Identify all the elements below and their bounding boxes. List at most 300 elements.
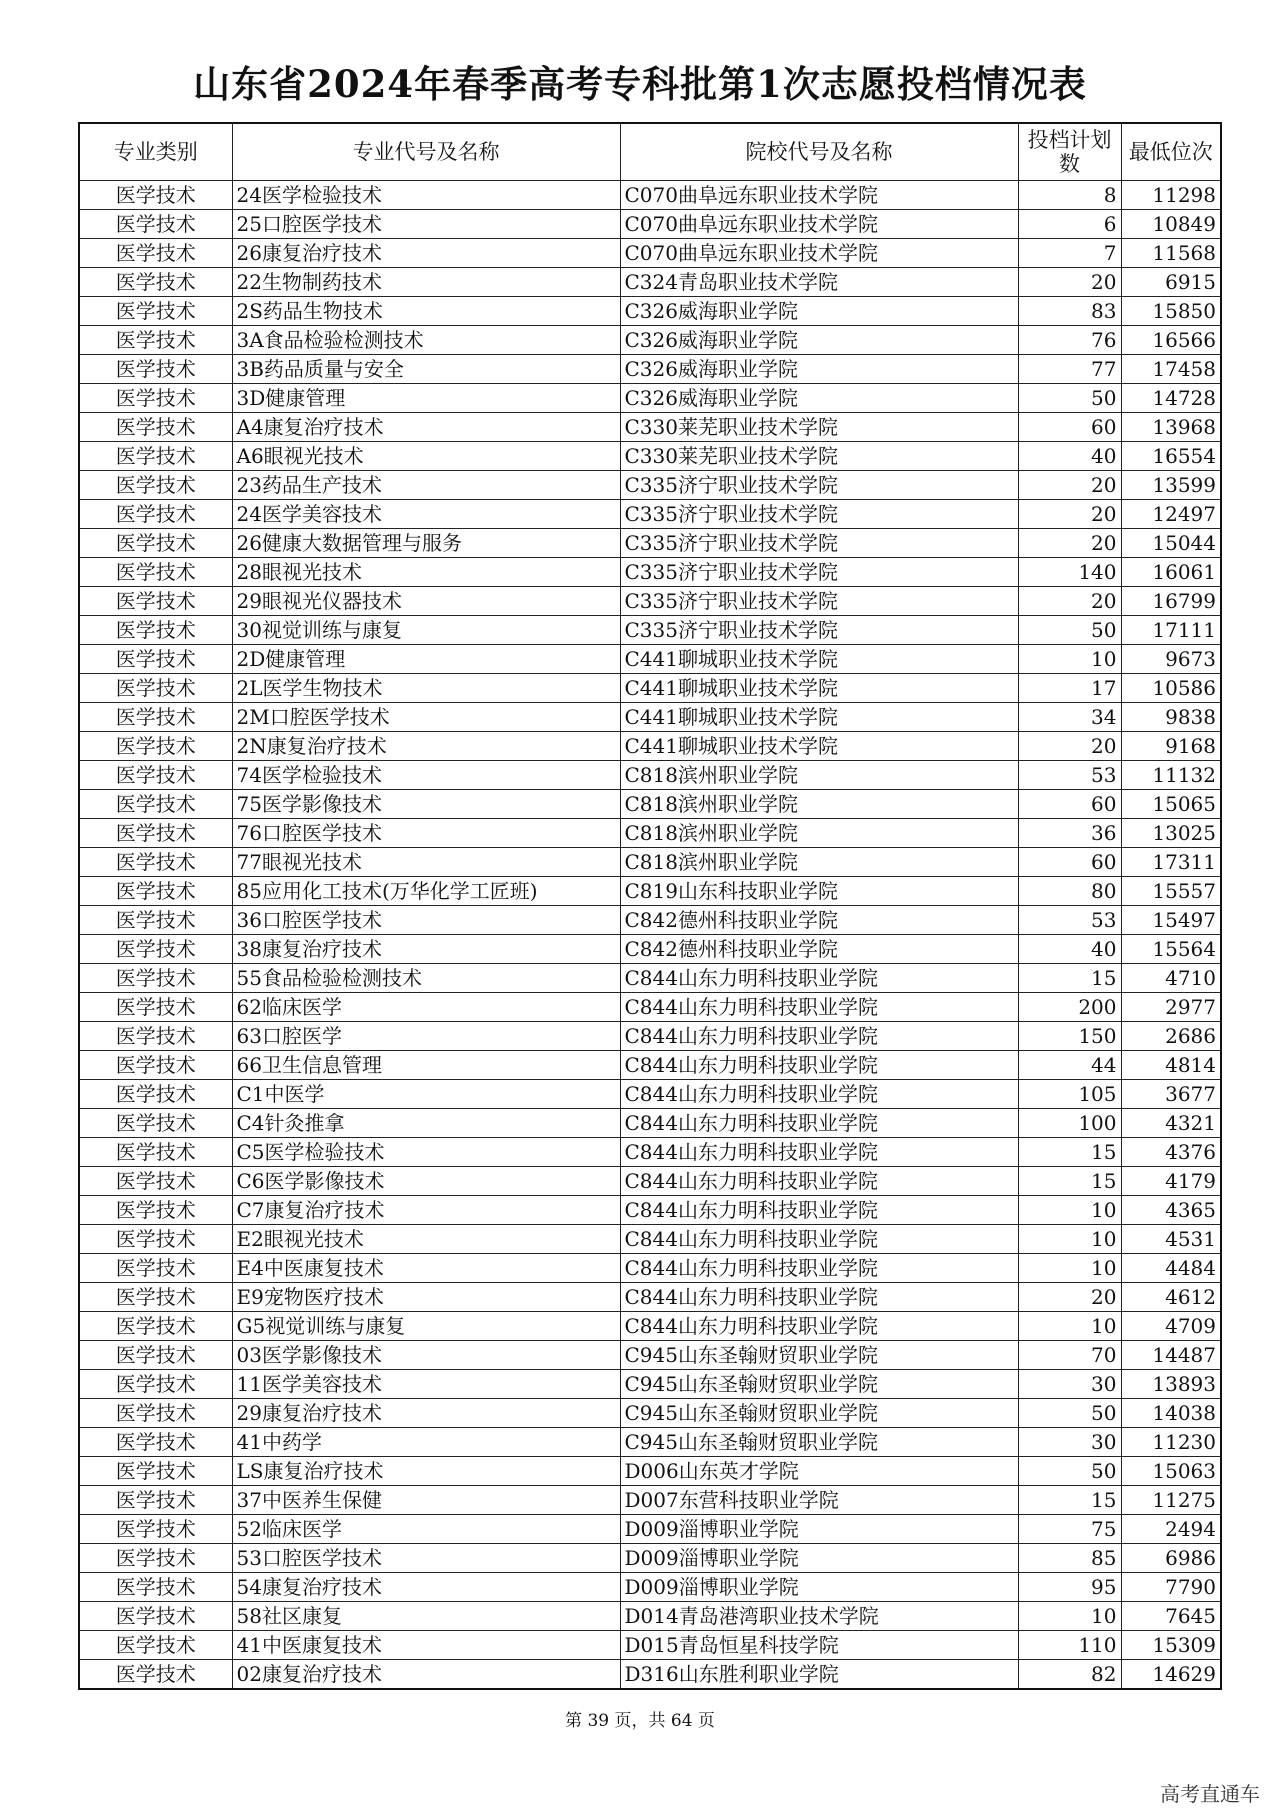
cell-plan-count: 95 bbox=[1018, 1573, 1121, 1602]
cell-school: C070曲阜远东职业技术学院 bbox=[620, 239, 1018, 268]
cell-category: 医学技术 bbox=[79, 761, 232, 790]
cell-category: 医学技术 bbox=[79, 1109, 232, 1138]
cell-min-rank: 17311 bbox=[1121, 848, 1221, 877]
table-row bbox=[79, 1660, 1221, 1690]
cell-plan-count: 15 bbox=[1018, 964, 1121, 993]
cell-school: C070曲阜远东职业技术学院 bbox=[620, 210, 1018, 239]
cell-min-rank: 3677 bbox=[1121, 1080, 1221, 1109]
cell-plan-count: 20 bbox=[1018, 1283, 1121, 1312]
cell-school: C326威海职业学院 bbox=[620, 355, 1018, 384]
cell-school: C330莱芜职业技术学院 bbox=[620, 413, 1018, 442]
cell-min-rank: 16799 bbox=[1121, 587, 1221, 616]
cell-major: LS康复治疗技术 bbox=[232, 1457, 620, 1486]
cell-plan-count: 83 bbox=[1018, 297, 1121, 326]
cell-category: 医学技术 bbox=[79, 1370, 232, 1399]
cell-category: 医学技术 bbox=[79, 645, 232, 674]
cell-category: 医学技术 bbox=[79, 993, 232, 1022]
table-row bbox=[79, 1138, 1221, 1167]
cell-school: C326威海职业学院 bbox=[620, 297, 1018, 326]
cell-category: 医学技术 bbox=[79, 297, 232, 326]
cell-school: C335济宁职业技术学院 bbox=[620, 471, 1018, 500]
cell-min-rank: 4365 bbox=[1121, 1196, 1221, 1225]
cell-min-rank: 9838 bbox=[1121, 703, 1221, 732]
cell-major: 85应用化工技术(万华化学工匠班) bbox=[232, 877, 620, 906]
cell-min-rank: 2977 bbox=[1121, 993, 1221, 1022]
cell-plan-count: 30 bbox=[1018, 1428, 1121, 1457]
table-row bbox=[79, 587, 1221, 616]
cell-category: 医学技术 bbox=[79, 181, 232, 210]
cell-plan-count: 20 bbox=[1018, 529, 1121, 558]
cell-category: 医学技术 bbox=[79, 616, 232, 645]
cell-min-rank: 4376 bbox=[1121, 1138, 1221, 1167]
cell-category: 医学技术 bbox=[79, 790, 232, 819]
page-title: 山东省2024年春季高考专科批第1次志愿投档情况表 bbox=[193, 62, 1087, 106]
cell-min-rank: 16061 bbox=[1121, 558, 1221, 587]
cell-school: C335济宁职业技术学院 bbox=[620, 587, 1018, 616]
cell-major: 36口腔医学技术 bbox=[232, 906, 620, 935]
cell-category: 医学技术 bbox=[79, 674, 232, 703]
cell-school: C844山东力明科技职业学院 bbox=[620, 1312, 1018, 1341]
cell-school: C335济宁职业技术学院 bbox=[620, 500, 1018, 529]
cell-major: 37中医养生保健 bbox=[232, 1486, 620, 1515]
column-header-min-rank: 最低位次 bbox=[1121, 123, 1221, 181]
cell-plan-count: 140 bbox=[1018, 558, 1121, 587]
cell-major: 26健康大数据管理与服务 bbox=[232, 529, 620, 558]
cell-plan-count: 20 bbox=[1018, 471, 1121, 500]
cell-major: 41中药学 bbox=[232, 1428, 620, 1457]
cell-plan-count: 70 bbox=[1018, 1341, 1121, 1370]
cell-min-rank: 4709 bbox=[1121, 1312, 1221, 1341]
cell-major: C1中医学 bbox=[232, 1080, 620, 1109]
table-row bbox=[79, 819, 1221, 848]
table-row bbox=[79, 993, 1221, 1022]
cell-category: 医学技术 bbox=[79, 732, 232, 761]
cell-plan-count: 80 bbox=[1018, 877, 1121, 906]
cell-category: 医学技术 bbox=[79, 442, 232, 471]
cell-min-rank: 14038 bbox=[1121, 1399, 1221, 1428]
cell-min-rank: 15564 bbox=[1121, 935, 1221, 964]
cell-category: 医学技术 bbox=[79, 1051, 232, 1080]
table-row bbox=[79, 1370, 1221, 1399]
cell-category: 医学技术 bbox=[79, 1399, 232, 1428]
cell-major: 62临床医学 bbox=[232, 993, 620, 1022]
cell-category: 医学技术 bbox=[79, 355, 232, 384]
cell-min-rank: 11132 bbox=[1121, 761, 1221, 790]
cell-school: C844山东力明科技职业学院 bbox=[620, 1022, 1018, 1051]
cell-category: 医学技术 bbox=[79, 1225, 232, 1254]
cell-category: 医学技术 bbox=[79, 1254, 232, 1283]
table-row bbox=[79, 732, 1221, 761]
cell-school: C818滨州职业学院 bbox=[620, 761, 1018, 790]
cell-category: 医学技术 bbox=[79, 239, 232, 268]
cell-school: C945山东圣翰财贸职业学院 bbox=[620, 1428, 1018, 1457]
cell-school: C335济宁职业技术学院 bbox=[620, 616, 1018, 645]
table-row bbox=[79, 1573, 1221, 1602]
cell-school: C324青岛职业技术学院 bbox=[620, 268, 1018, 297]
table-row bbox=[79, 1341, 1221, 1370]
table-row bbox=[79, 1631, 1221, 1660]
cell-school: C326威海职业学院 bbox=[620, 384, 1018, 413]
cell-category: 医学技术 bbox=[79, 413, 232, 442]
cell-category: 医学技术 bbox=[79, 384, 232, 413]
cell-category: 医学技术 bbox=[79, 529, 232, 558]
cell-plan-count: 100 bbox=[1018, 1109, 1121, 1138]
cell-min-rank: 15309 bbox=[1121, 1631, 1221, 1660]
cell-category: 医学技术 bbox=[79, 1138, 232, 1167]
cell-major: E2眼视光技术 bbox=[232, 1225, 620, 1254]
cell-min-rank: 4814 bbox=[1121, 1051, 1221, 1080]
cell-school: C844山东力明科技职业学院 bbox=[620, 1051, 1018, 1080]
cell-category: 医学技术 bbox=[79, 1660, 232, 1690]
cell-min-rank: 13025 bbox=[1121, 819, 1221, 848]
cell-major: 66卫生信息管理 bbox=[232, 1051, 620, 1080]
cell-category: 医学技术 bbox=[79, 471, 232, 500]
cell-min-rank: 17458 bbox=[1121, 355, 1221, 384]
cell-major: 74医学检验技术 bbox=[232, 761, 620, 790]
cell-plan-count: 53 bbox=[1018, 906, 1121, 935]
table-row bbox=[79, 877, 1221, 906]
cell-plan-count: 15 bbox=[1018, 1138, 1121, 1167]
cell-min-rank: 2494 bbox=[1121, 1515, 1221, 1544]
cell-plan-count: 20 bbox=[1018, 587, 1121, 616]
table-row bbox=[79, 645, 1221, 674]
table-row bbox=[79, 1544, 1221, 1573]
cell-category: 医学技术 bbox=[79, 1428, 232, 1457]
cell-school: C819山东科技职业学院 bbox=[620, 877, 1018, 906]
cell-min-rank: 15063 bbox=[1121, 1457, 1221, 1486]
cell-plan-count: 10 bbox=[1018, 645, 1121, 674]
cell-category: 医学技术 bbox=[79, 1515, 232, 1544]
cell-plan-count: 10 bbox=[1018, 1196, 1121, 1225]
table-row bbox=[79, 703, 1221, 732]
cell-major: 76口腔医学技术 bbox=[232, 819, 620, 848]
cell-min-rank: 4321 bbox=[1121, 1109, 1221, 1138]
cell-school: C818滨州职业学院 bbox=[620, 790, 1018, 819]
cell-major: 2N康复治疗技术 bbox=[232, 732, 620, 761]
cell-category: 医学技术 bbox=[79, 906, 232, 935]
cell-major: 54康复治疗技术 bbox=[232, 1573, 620, 1602]
table-row bbox=[79, 268, 1221, 297]
cell-category: 医学技术 bbox=[79, 964, 232, 993]
cell-plan-count: 40 bbox=[1018, 442, 1121, 471]
table-row bbox=[79, 326, 1221, 355]
cell-major: C4针灸推拿 bbox=[232, 1109, 620, 1138]
cell-category: 医学技术 bbox=[79, 1080, 232, 1109]
table-row bbox=[79, 1602, 1221, 1631]
cell-major: 28眼视光技术 bbox=[232, 558, 620, 587]
cell-category: 医学技术 bbox=[79, 1486, 232, 1515]
table-row bbox=[79, 1022, 1221, 1051]
cell-category: 医学技术 bbox=[79, 1283, 232, 1312]
cell-min-rank: 15497 bbox=[1121, 906, 1221, 935]
cell-major: 26康复治疗技术 bbox=[232, 239, 620, 268]
cell-min-rank: 11568 bbox=[1121, 239, 1221, 268]
cell-major: 77眼视光技术 bbox=[232, 848, 620, 877]
admission-table bbox=[78, 122, 1222, 1690]
table-row bbox=[79, 471, 1221, 500]
cell-major: 3D健康管理 bbox=[232, 384, 620, 413]
cell-category: 医学技术 bbox=[79, 1631, 232, 1660]
cell-plan-count: 6 bbox=[1018, 210, 1121, 239]
watermark: 高考直通车 bbox=[1160, 1782, 1260, 1806]
cell-category: 医学技术 bbox=[79, 1602, 232, 1631]
table-row bbox=[79, 1254, 1221, 1283]
table-row bbox=[79, 616, 1221, 645]
cell-major: 03医学影像技术 bbox=[232, 1341, 620, 1370]
cell-min-rank: 14728 bbox=[1121, 384, 1221, 413]
table-row bbox=[79, 413, 1221, 442]
cell-plan-count: 82 bbox=[1018, 1660, 1121, 1690]
cell-plan-count: 50 bbox=[1018, 1457, 1121, 1486]
cell-plan-count: 60 bbox=[1018, 848, 1121, 877]
cell-major: A6眼视光技术 bbox=[232, 442, 620, 471]
cell-school: D009淄博职业学院 bbox=[620, 1573, 1018, 1602]
table-row bbox=[79, 906, 1221, 935]
cell-major: 52临床医学 bbox=[232, 1515, 620, 1544]
cell-school: C844山东力明科技职业学院 bbox=[620, 1138, 1018, 1167]
cell-major: 2L医学生物技术 bbox=[232, 674, 620, 703]
table-row bbox=[79, 529, 1221, 558]
cell-plan-count: 15 bbox=[1018, 1167, 1121, 1196]
cell-min-rank: 10586 bbox=[1121, 674, 1221, 703]
cell-school: C326威海职业学院 bbox=[620, 326, 1018, 355]
table-row bbox=[79, 1515, 1221, 1544]
table-body bbox=[79, 181, 1221, 1690]
cell-school: D316山东胜利职业学院 bbox=[620, 1660, 1018, 1690]
table-row bbox=[79, 558, 1221, 587]
cell-major: 41中医康复技术 bbox=[232, 1631, 620, 1660]
cell-school: C844山东力明科技职业学院 bbox=[620, 964, 1018, 993]
cell-plan-count: 10 bbox=[1018, 1254, 1121, 1283]
cell-min-rank: 14629 bbox=[1121, 1660, 1221, 1690]
cell-plan-count: 7 bbox=[1018, 239, 1121, 268]
table-row bbox=[79, 442, 1221, 471]
cell-major: 25口腔医学技术 bbox=[232, 210, 620, 239]
cell-school: C818滨州职业学院 bbox=[620, 819, 1018, 848]
cell-plan-count: 20 bbox=[1018, 500, 1121, 529]
cell-school: C441聊城职业技术学院 bbox=[620, 645, 1018, 674]
cell-plan-count: 50 bbox=[1018, 384, 1121, 413]
cell-min-rank: 4484 bbox=[1121, 1254, 1221, 1283]
cell-school: C945山东圣翰财贸职业学院 bbox=[620, 1341, 1018, 1370]
cell-school: C842德州科技职业学院 bbox=[620, 906, 1018, 935]
cell-major: 29康复治疗技术 bbox=[232, 1399, 620, 1428]
cell-major: 30视觉训练与康复 bbox=[232, 616, 620, 645]
cell-category: 医学技术 bbox=[79, 819, 232, 848]
cell-major: 53口腔医学技术 bbox=[232, 1544, 620, 1573]
cell-min-rank: 4179 bbox=[1121, 1167, 1221, 1196]
cell-min-rank: 13599 bbox=[1121, 471, 1221, 500]
table-row bbox=[79, 1109, 1221, 1138]
cell-school: C844山东力明科技职业学院 bbox=[620, 1167, 1018, 1196]
cell-category: 医学技术 bbox=[79, 1573, 232, 1602]
cell-min-rank: 6915 bbox=[1121, 268, 1221, 297]
table-row bbox=[79, 790, 1221, 819]
cell-min-rank: 6986 bbox=[1121, 1544, 1221, 1573]
cell-min-rank: 15065 bbox=[1121, 790, 1221, 819]
cell-major: 24医学美容技术 bbox=[232, 500, 620, 529]
table-row bbox=[79, 848, 1221, 877]
cell-min-rank: 9168 bbox=[1121, 732, 1221, 761]
cell-plan-count: 10 bbox=[1018, 1312, 1121, 1341]
cell-major: 02康复治疗技术 bbox=[232, 1660, 620, 1690]
cell-school: D009淄博职业学院 bbox=[620, 1515, 1018, 1544]
cell-min-rank: 12497 bbox=[1121, 500, 1221, 529]
cell-major: 29眼视光仪器技术 bbox=[232, 587, 620, 616]
cell-category: 医学技术 bbox=[79, 1196, 232, 1225]
cell-major: 75医学影像技术 bbox=[232, 790, 620, 819]
table-row bbox=[79, 1283, 1221, 1312]
cell-school: C441聊城职业技术学院 bbox=[620, 674, 1018, 703]
cell-plan-count: 17 bbox=[1018, 674, 1121, 703]
column-header-category: 专业类别 bbox=[79, 123, 232, 181]
cell-min-rank: 11275 bbox=[1121, 1486, 1221, 1515]
cell-school: C844山东力明科技职业学院 bbox=[620, 1196, 1018, 1225]
column-header-plan-count: 投档计划数 bbox=[1018, 123, 1121, 181]
cell-plan-count: 50 bbox=[1018, 616, 1121, 645]
cell-major: 22生物制药技术 bbox=[232, 268, 620, 297]
cell-plan-count: 60 bbox=[1018, 413, 1121, 442]
cell-min-rank: 4531 bbox=[1121, 1225, 1221, 1254]
table-row bbox=[79, 1080, 1221, 1109]
cell-major: E9宠物医疗技术 bbox=[232, 1283, 620, 1312]
cell-plan-count: 76 bbox=[1018, 326, 1121, 355]
cell-category: 医学技术 bbox=[79, 1457, 232, 1486]
table-row bbox=[79, 1428, 1221, 1457]
cell-major: 38康复治疗技术 bbox=[232, 935, 620, 964]
cell-major: 23药品生产技术 bbox=[232, 471, 620, 500]
cell-school: C441聊城职业技术学院 bbox=[620, 732, 1018, 761]
column-header-school: 院校代号及名称 bbox=[620, 123, 1018, 181]
cell-plan-count: 110 bbox=[1018, 1631, 1121, 1660]
cell-plan-count: 150 bbox=[1018, 1022, 1121, 1051]
cell-plan-count: 40 bbox=[1018, 935, 1121, 964]
cell-plan-count: 10 bbox=[1018, 1602, 1121, 1631]
cell-plan-count: 30 bbox=[1018, 1370, 1121, 1399]
cell-major: 55食品检验检测技术 bbox=[232, 964, 620, 993]
cell-plan-count: 8 bbox=[1018, 181, 1121, 210]
column-header-major: 专业代号及名称 bbox=[232, 123, 620, 181]
cell-category: 医学技术 bbox=[79, 848, 232, 877]
cell-school: D009淄博职业学院 bbox=[620, 1544, 1018, 1573]
cell-school: C335济宁职业技术学院 bbox=[620, 529, 1018, 558]
cell-plan-count: 75 bbox=[1018, 1515, 1121, 1544]
cell-category: 医学技术 bbox=[79, 935, 232, 964]
cell-school: C945山东圣翰财贸职业学院 bbox=[620, 1399, 1018, 1428]
cell-min-rank: 16554 bbox=[1121, 442, 1221, 471]
cell-plan-count: 53 bbox=[1018, 761, 1121, 790]
cell-school: C335济宁职业技术学院 bbox=[620, 558, 1018, 587]
table-row bbox=[79, 210, 1221, 239]
cell-school: C844山东力明科技职业学院 bbox=[620, 993, 1018, 1022]
cell-major: C7康复治疗技术 bbox=[232, 1196, 620, 1225]
cell-major: 2D健康管理 bbox=[232, 645, 620, 674]
cell-plan-count: 15 bbox=[1018, 1486, 1121, 1515]
table-row bbox=[79, 1167, 1221, 1196]
cell-min-rank: 13893 bbox=[1121, 1370, 1221, 1399]
cell-min-rank: 14487 bbox=[1121, 1341, 1221, 1370]
cell-category: 医学技术 bbox=[79, 1544, 232, 1573]
cell-major: 58社区康复 bbox=[232, 1602, 620, 1631]
cell-min-rank: 13968 bbox=[1121, 413, 1221, 442]
cell-category: 医学技术 bbox=[79, 500, 232, 529]
cell-category: 医学技术 bbox=[79, 210, 232, 239]
cell-min-rank: 10849 bbox=[1121, 210, 1221, 239]
table-header-row bbox=[79, 123, 1221, 181]
table-row bbox=[79, 355, 1221, 384]
cell-category: 医学技术 bbox=[79, 877, 232, 906]
cell-min-rank: 4710 bbox=[1121, 964, 1221, 993]
table-row bbox=[79, 1486, 1221, 1515]
cell-plan-count: 44 bbox=[1018, 1051, 1121, 1080]
cell-school: C441聊城职业技术学院 bbox=[620, 703, 1018, 732]
cell-major: G5视觉训练与康复 bbox=[232, 1312, 620, 1341]
cell-min-rank: 7790 bbox=[1121, 1573, 1221, 1602]
cell-school: C844山东力明科技职业学院 bbox=[620, 1254, 1018, 1283]
cell-school: C844山东力明科技职业学院 bbox=[620, 1283, 1018, 1312]
cell-major: C5医学检验技术 bbox=[232, 1138, 620, 1167]
table-row bbox=[79, 674, 1221, 703]
cell-school: C842德州科技职业学院 bbox=[620, 935, 1018, 964]
cell-min-rank: 15557 bbox=[1121, 877, 1221, 906]
table-row bbox=[79, 761, 1221, 790]
cell-min-rank: 11230 bbox=[1121, 1428, 1221, 1457]
cell-plan-count: 36 bbox=[1018, 819, 1121, 848]
cell-school: D014青岛港湾职业技术学院 bbox=[620, 1602, 1018, 1631]
table-row bbox=[79, 239, 1221, 268]
cell-major: 2M口腔医学技术 bbox=[232, 703, 620, 732]
cell-plan-count: 10 bbox=[1018, 1225, 1121, 1254]
cell-school: C330莱芜职业技术学院 bbox=[620, 442, 1018, 471]
cell-plan-count: 20 bbox=[1018, 732, 1121, 761]
cell-min-rank: 4612 bbox=[1121, 1283, 1221, 1312]
cell-school: D007东营科技职业学院 bbox=[620, 1486, 1018, 1515]
cell-plan-count: 105 bbox=[1018, 1080, 1121, 1109]
cell-min-rank: 15044 bbox=[1121, 529, 1221, 558]
cell-school: C844山东力明科技职业学院 bbox=[620, 1080, 1018, 1109]
cell-major: 24医学检验技术 bbox=[232, 181, 620, 210]
table-row bbox=[79, 1225, 1221, 1254]
cell-plan-count: 50 bbox=[1018, 1399, 1121, 1428]
cell-school: C844山东力明科技职业学院 bbox=[620, 1225, 1018, 1254]
cell-major: E4中医康复技术 bbox=[232, 1254, 620, 1283]
table-row bbox=[79, 935, 1221, 964]
cell-min-rank: 17111 bbox=[1121, 616, 1221, 645]
cell-major: 2S药品生物技术 bbox=[232, 297, 620, 326]
cell-min-rank: 2686 bbox=[1121, 1022, 1221, 1051]
table-row bbox=[79, 181, 1221, 210]
cell-plan-count: 60 bbox=[1018, 790, 1121, 819]
table-row bbox=[79, 384, 1221, 413]
cell-school: C818滨州职业学院 bbox=[620, 848, 1018, 877]
cell-min-rank: 11298 bbox=[1121, 181, 1221, 210]
table-row bbox=[79, 964, 1221, 993]
cell-category: 医学技术 bbox=[79, 1312, 232, 1341]
cell-category: 医学技术 bbox=[79, 1167, 232, 1196]
cell-min-rank: 9673 bbox=[1121, 645, 1221, 674]
table-row bbox=[79, 1051, 1221, 1080]
table-row bbox=[79, 1399, 1221, 1428]
cell-major: A4康复治疗技术 bbox=[232, 413, 620, 442]
cell-plan-count: 34 bbox=[1018, 703, 1121, 732]
table-row bbox=[79, 1312, 1221, 1341]
table-row bbox=[79, 297, 1221, 326]
cell-school: D006山东英才学院 bbox=[620, 1457, 1018, 1486]
cell-major: C6医学影像技术 bbox=[232, 1167, 620, 1196]
cell-category: 医学技术 bbox=[79, 1341, 232, 1370]
cell-min-rank: 15850 bbox=[1121, 297, 1221, 326]
cell-min-rank: 7645 bbox=[1121, 1602, 1221, 1631]
